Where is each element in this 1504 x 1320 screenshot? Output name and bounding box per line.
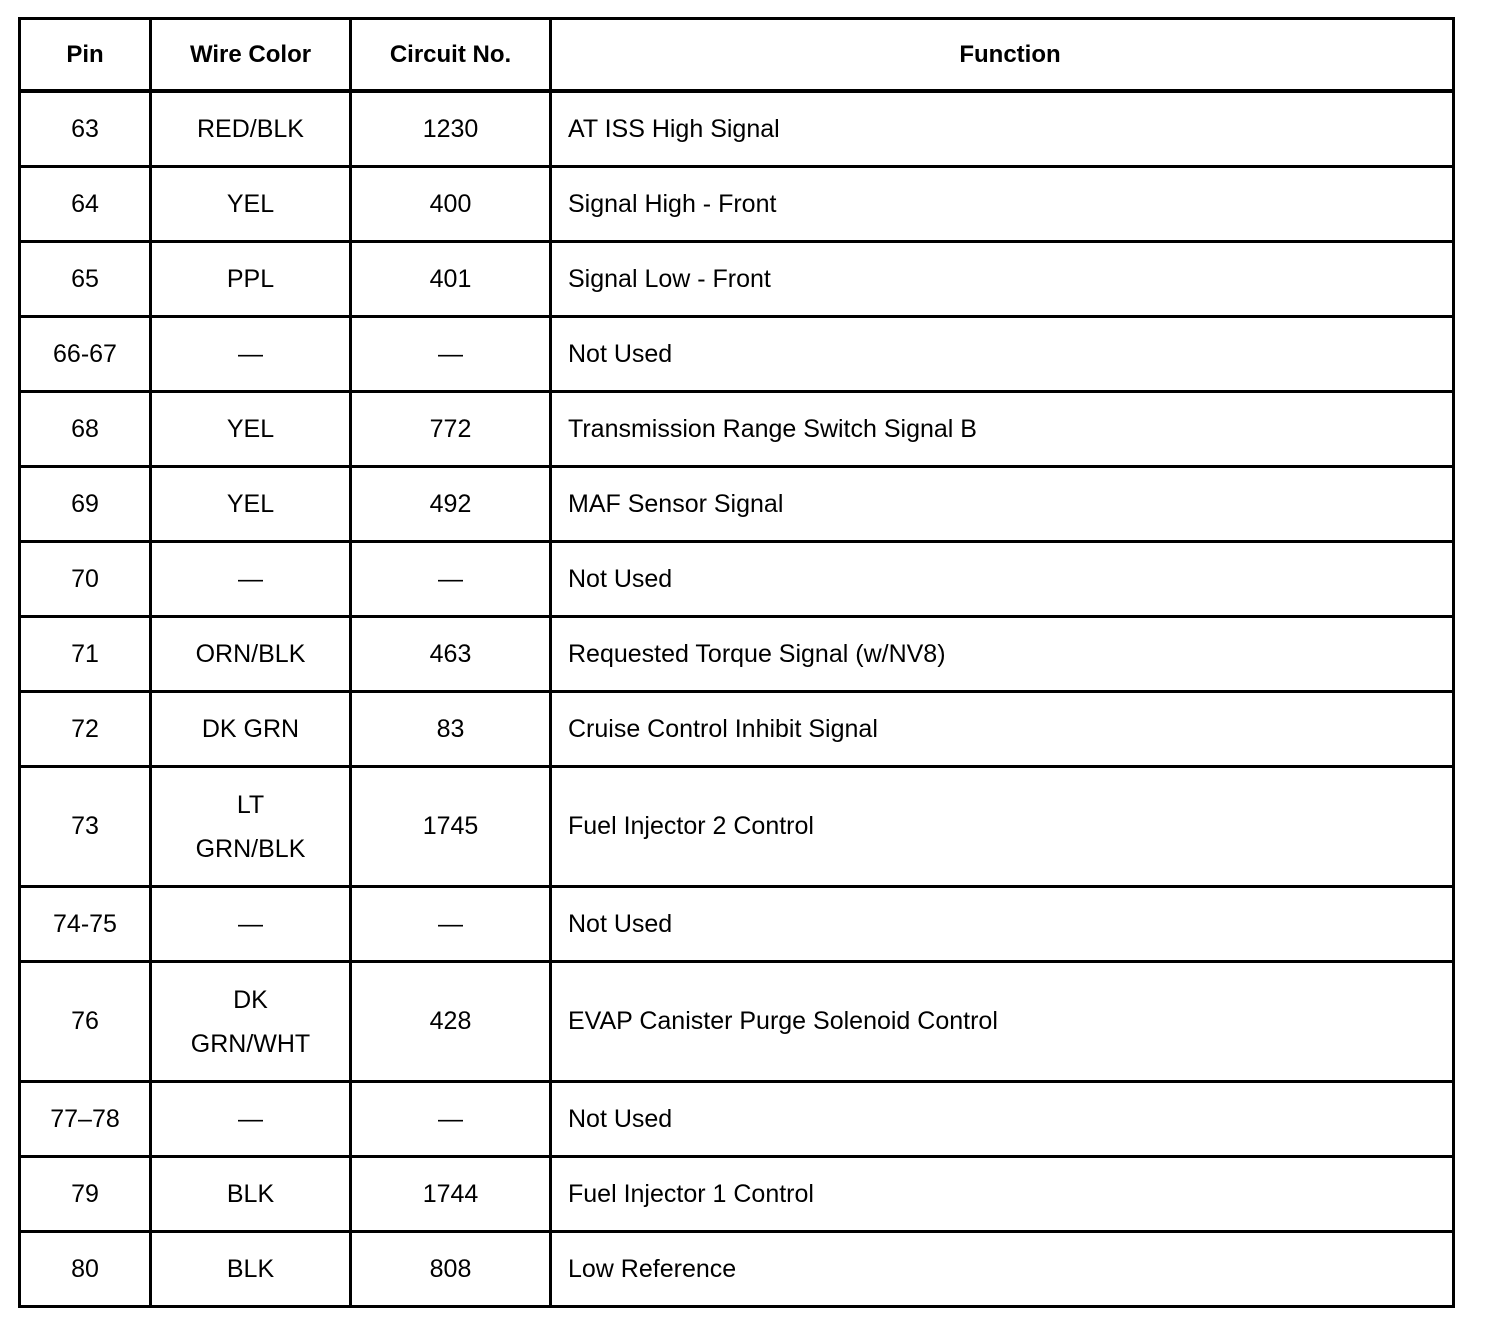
table-row — [20, 542, 1454, 617]
function-cell: Not Used — [551, 887, 1454, 962]
wire-color-cell — [151, 317, 351, 392]
table-row — [20, 1082, 1454, 1157]
wire-color-text: BLK — [226, 1180, 275, 1208]
pin-cell: 70 — [20, 542, 151, 617]
circuit-no-cell: 1230 — [351, 91, 551, 167]
wire-color-cell — [151, 617, 351, 692]
function-cell: Low Reference — [551, 1232, 1454, 1307]
pin-cell: 71 — [20, 617, 151, 692]
pin-cell: 66-67 — [20, 317, 151, 392]
pin-cell: 79 — [20, 1157, 151, 1232]
wire-color-cell — [151, 1157, 351, 1232]
circuit-no-cell: 463 — [351, 617, 551, 692]
wire-color-text: PPL — [226, 265, 275, 293]
wire-color-text: DK GRN — [201, 715, 300, 743]
wire-color-cell — [151, 692, 351, 767]
wire-color-cell — [151, 392, 351, 467]
circuit-no-cell: 83 — [351, 692, 551, 767]
circuit-no-cell: 1745 — [351, 767, 551, 887]
table-row — [20, 617, 1454, 692]
circuit-no-cell: 1744 — [351, 1157, 551, 1232]
table-row — [20, 887, 1454, 962]
pin-cell: 65 — [20, 242, 151, 317]
wire-color-cell — [151, 467, 351, 542]
function-cell: Requested Torque Signal (w/NV8) — [551, 617, 1454, 692]
pin-cell: 74-75 — [20, 887, 151, 962]
wire-color-text: DK — [233, 985, 268, 1014]
table-row — [20, 692, 1454, 767]
table-row — [20, 167, 1454, 242]
function-cell: AT ISS High Signal — [551, 91, 1454, 167]
table-row — [20, 317, 1454, 392]
pin-cell: 69 — [20, 467, 151, 542]
header-function: Function — [551, 19, 1454, 92]
wire-color-text: — — [238, 340, 263, 368]
pin-table — [18, 17, 1455, 1308]
function-cell: MAF Sensor Signal — [551, 467, 1454, 542]
function-cell: Fuel Injector 2 Control — [551, 767, 1454, 887]
wire-color-cell — [151, 542, 351, 617]
wire-color-text: YEL — [226, 415, 275, 443]
wire-color-cell — [151, 167, 351, 242]
circuit-no-cell: 401 — [351, 242, 551, 317]
header-pin: Pin — [20, 19, 151, 92]
function-cell: Transmission Range Switch Signal B — [551, 392, 1454, 467]
wire-color-text: — — [238, 1105, 263, 1133]
function-cell: Not Used — [551, 542, 1454, 617]
pin-cell: 76 — [20, 962, 151, 1082]
wire-color-text: GRN/WHT — [190, 1029, 311, 1058]
table-row — [20, 392, 1454, 467]
circuit-no-cell: — — [351, 542, 551, 617]
circuit-no-cell: — — [351, 317, 551, 392]
table-row — [20, 1232, 1454, 1307]
table-row — [20, 1157, 1454, 1232]
table-row — [20, 467, 1454, 542]
circuit-no-cell: — — [351, 887, 551, 962]
wire-color-cell — [151, 1232, 351, 1307]
wire-color-text: YEL — [226, 490, 275, 518]
wire-color-text: ORN/BLK — [195, 640, 306, 668]
pin-cell: 77–78 — [20, 1082, 151, 1157]
wire-color-cell — [151, 887, 351, 962]
function-cell: Fuel Injector 1 Control — [551, 1157, 1454, 1232]
function-cell: Cruise Control Inhibit Signal — [551, 692, 1454, 767]
table-row — [20, 242, 1454, 317]
wire-color-cell — [151, 1082, 351, 1157]
function-cell: Not Used — [551, 317, 1454, 392]
function-cell: Not Used — [551, 1082, 1454, 1157]
table-row — [20, 962, 1454, 1082]
wire-color-text: — — [238, 565, 263, 593]
function-cell: Signal Low - Front — [551, 242, 1454, 317]
circuit-no-cell: 428 — [351, 962, 551, 1082]
wire-color-cell — [151, 91, 351, 167]
pin-cell: 72 — [20, 692, 151, 767]
wire-color-cell — [151, 767, 351, 887]
header-circuit-no: Circuit No. — [351, 19, 551, 92]
header-row — [20, 19, 1454, 92]
wire-color-text: LT — [236, 790, 265, 819]
wire-color-cell — [151, 962, 351, 1082]
pin-cell: 68 — [20, 392, 151, 467]
circuit-no-cell: 808 — [351, 1232, 551, 1307]
wire-color-text: RED/BLK — [197, 115, 304, 143]
pin-cell: 63 — [20, 91, 151, 167]
pin-cell: 73 — [20, 767, 151, 887]
header-wire-color: Wire Color — [151, 19, 351, 92]
wire-color-text: — — [238, 910, 263, 938]
table-row — [20, 767, 1454, 887]
circuit-no-cell: — — [351, 1082, 551, 1157]
circuit-no-cell: 772 — [351, 392, 551, 467]
wire-color-text: GRN/BLK — [195, 834, 306, 863]
function-cell: EVAP Canister Purge Solenoid Control — [551, 962, 1454, 1082]
pin-cell: 64 — [20, 167, 151, 242]
pin-cell: 80 — [20, 1232, 151, 1307]
function-cell: Signal High - Front — [551, 167, 1454, 242]
wire-color-text: YEL — [226, 190, 275, 218]
wire-color-text: BLK — [226, 1255, 275, 1283]
table-row — [20, 91, 1454, 167]
circuit-no-cell: 400 — [351, 167, 551, 242]
wire-color-cell — [151, 242, 351, 317]
circuit-no-cell: 492 — [351, 467, 551, 542]
